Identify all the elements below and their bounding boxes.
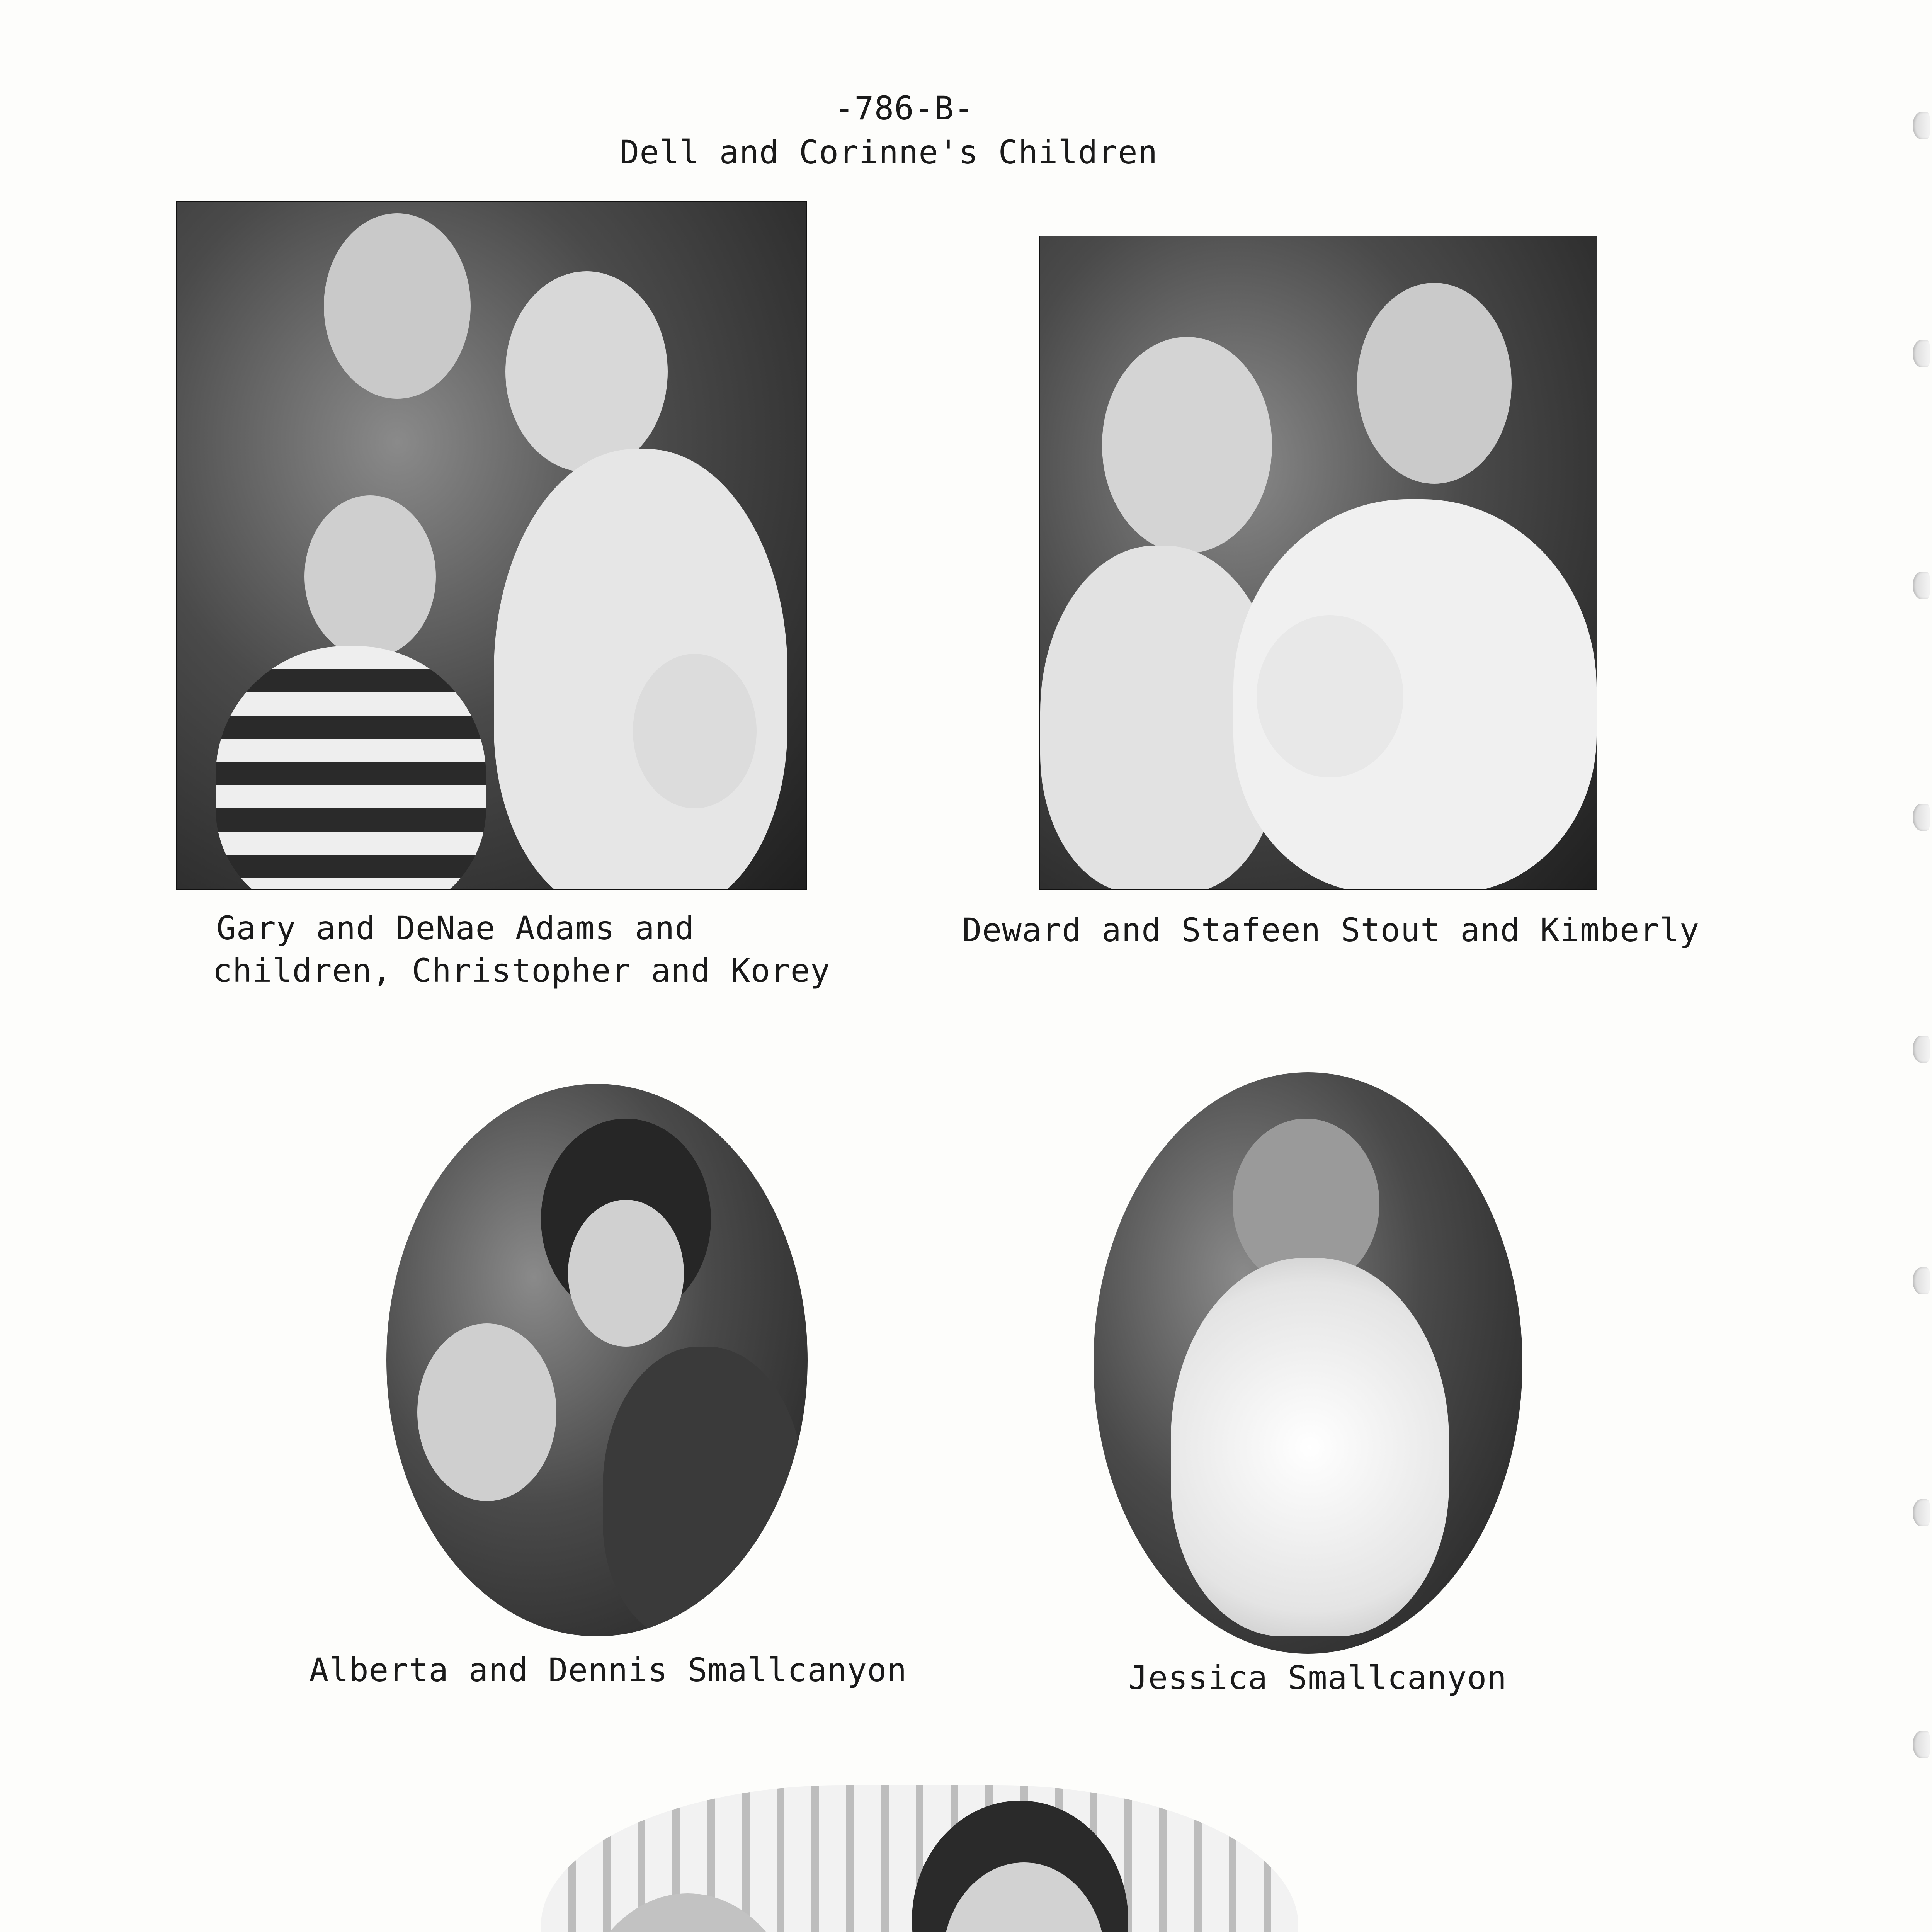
photo-smallcanyon-couple bbox=[386, 1084, 808, 1636]
photo-stout-deward-family bbox=[1039, 236, 1597, 890]
binder-hole-mark bbox=[1913, 1267, 1930, 1294]
page-number: -786-B- bbox=[834, 89, 974, 127]
caption-jessica-smallcanyon: Jessica Smallcanyon bbox=[1128, 1659, 1507, 1697]
photo-adams-family bbox=[176, 201, 807, 890]
caption-stout-deward: Deward and Stafeen Stout and Kimberly bbox=[962, 911, 1700, 949]
caption-smallcanyon-couple: Alberta and Dennis Smallcanyon bbox=[309, 1651, 907, 1689]
binder-hole-mark bbox=[1913, 112, 1930, 139]
binder-hole-mark bbox=[1913, 804, 1930, 831]
photo-jessica-smallcanyon bbox=[1094, 1072, 1522, 1654]
caption-adams-line-2: children, Christopher and Korey bbox=[213, 952, 830, 990]
binder-hole-mark bbox=[1913, 1499, 1930, 1526]
page-title: Dell and Corinne's Children bbox=[619, 133, 1158, 171]
caption-adams-line-1: Gary and DeNae Adams and bbox=[216, 909, 695, 947]
binder-hole-mark bbox=[1913, 340, 1930, 367]
binder-hole-mark bbox=[1913, 1036, 1930, 1063]
binder-hole-mark bbox=[1913, 572, 1930, 599]
photo-stout-ronald-family bbox=[541, 1785, 1298, 1932]
binder-hole-mark bbox=[1913, 1731, 1930, 1758]
